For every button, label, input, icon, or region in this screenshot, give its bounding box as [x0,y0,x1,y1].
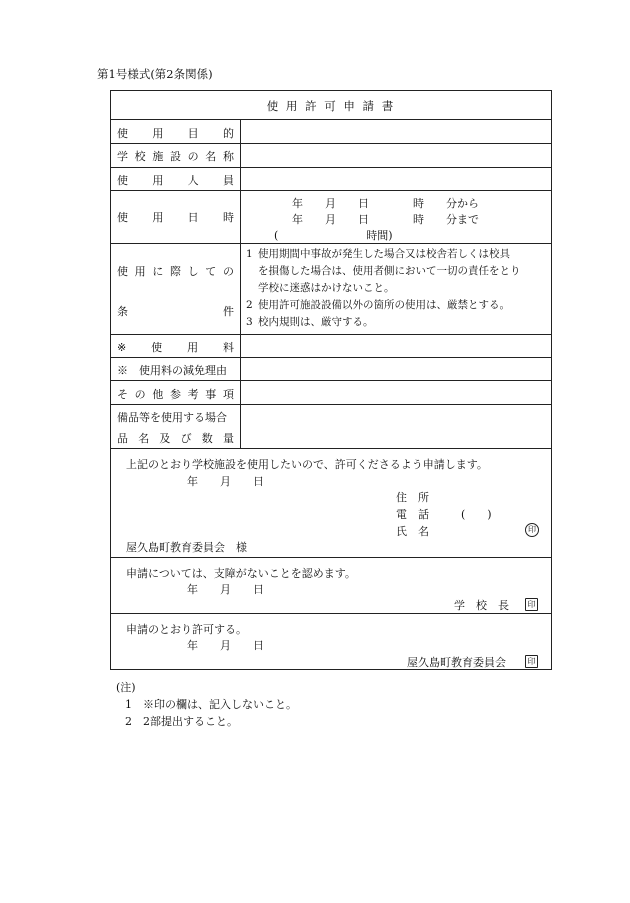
permit-date: 年 月 日 [187,639,264,652]
board-seal-icon: 印 [525,655,538,668]
approval-statement: 申請については、支障がないことを認めます。 [126,567,356,580]
row-divider [111,404,551,405]
form-title: 使 用 許 可 申 請 書 [266,99,396,113]
condition-1-line1: 使用期間中事故が発生した場合又は校舎若しくは校具 [258,248,510,260]
row-divider [111,167,551,168]
label-fee: ※ 使 用 料 [117,340,234,354]
label-purpose: 使 用 目 的 [117,127,234,140]
label-conditions: 使 用 に 際 し て の [117,265,234,278]
datetime-to: 年 月 日 時 分まで [292,213,479,226]
notes-header: (注) [116,681,136,694]
datetime-from: 年 月 日 時 分から [292,197,479,210]
application-date: 年 月 日 [187,475,264,488]
principal-label: 学 校 長 [454,599,509,612]
label-facility-name: 学 校 施 設 の 名 称 [117,150,234,163]
condition-1-num: 1 [246,248,253,260]
phone-label: 電 話 [396,508,429,521]
note-1: 1 ※印の欄は、記入しないこと。 [125,698,297,711]
form-code: 第1号様式(第2条関係) [97,67,213,81]
principal-seal-icon: 印 [525,598,538,611]
row-divider [111,243,551,244]
condition-2: 使用許可施設設備以外の箇所の使用は、厳禁とする。 [258,299,510,311]
column-divider [240,119,241,448]
label-fee-reduction: ※ 使用料の減免理由 [117,364,227,377]
applicant-seal-icon: 印 [525,523,539,537]
row-divider [111,357,551,358]
datetime-hours: ( 時間) [274,229,393,242]
condition-1-line3: 学校に迷惑はかけないこと。 [258,282,395,294]
label-people: 使 用 人 員 [117,174,234,187]
note-2: 2 2部提出すること。 [125,715,238,728]
row-divider [111,613,551,614]
row-divider [111,143,551,144]
permit-statement: 申請のとおり許可する。 [126,623,247,636]
row-divider [111,334,551,335]
label-conditions-2: 条 件 [117,305,234,318]
row-divider [111,557,551,558]
row-divider [111,448,551,449]
row-divider [111,380,551,381]
phone-paren: ( ) [461,508,492,521]
row-divider [111,190,551,191]
application-statement: 上記のとおり学校施設を使用したいので、許可くださるよう申請します。 [126,458,488,471]
label-datetime: 使 用 日 時 [117,211,234,224]
approval-date: 年 月 日 [187,583,264,596]
label-equipment-qty: 品 名 及 び 数 量 [117,432,234,445]
label-equipment: 備品等を使用する場合 [117,411,227,424]
addressee: 屋久島町教育委員会 様 [126,541,247,554]
name-label: 氏 名 [396,525,429,538]
condition-3-num: 3 [246,316,253,328]
condition-3: 校内規則は、厳守する。 [258,316,374,328]
condition-2-num: 2 [246,299,253,311]
address-label: 住 所 [396,491,429,504]
condition-1-line2: を損傷した場合は、使用者側において一切の責任をとり [258,265,521,277]
application-form [110,90,552,670]
label-other-notes: そ の 他 参 考 事 項 [117,388,234,401]
board-label: 屋久島町教育委員会 [407,656,506,669]
row-divider [111,119,551,120]
